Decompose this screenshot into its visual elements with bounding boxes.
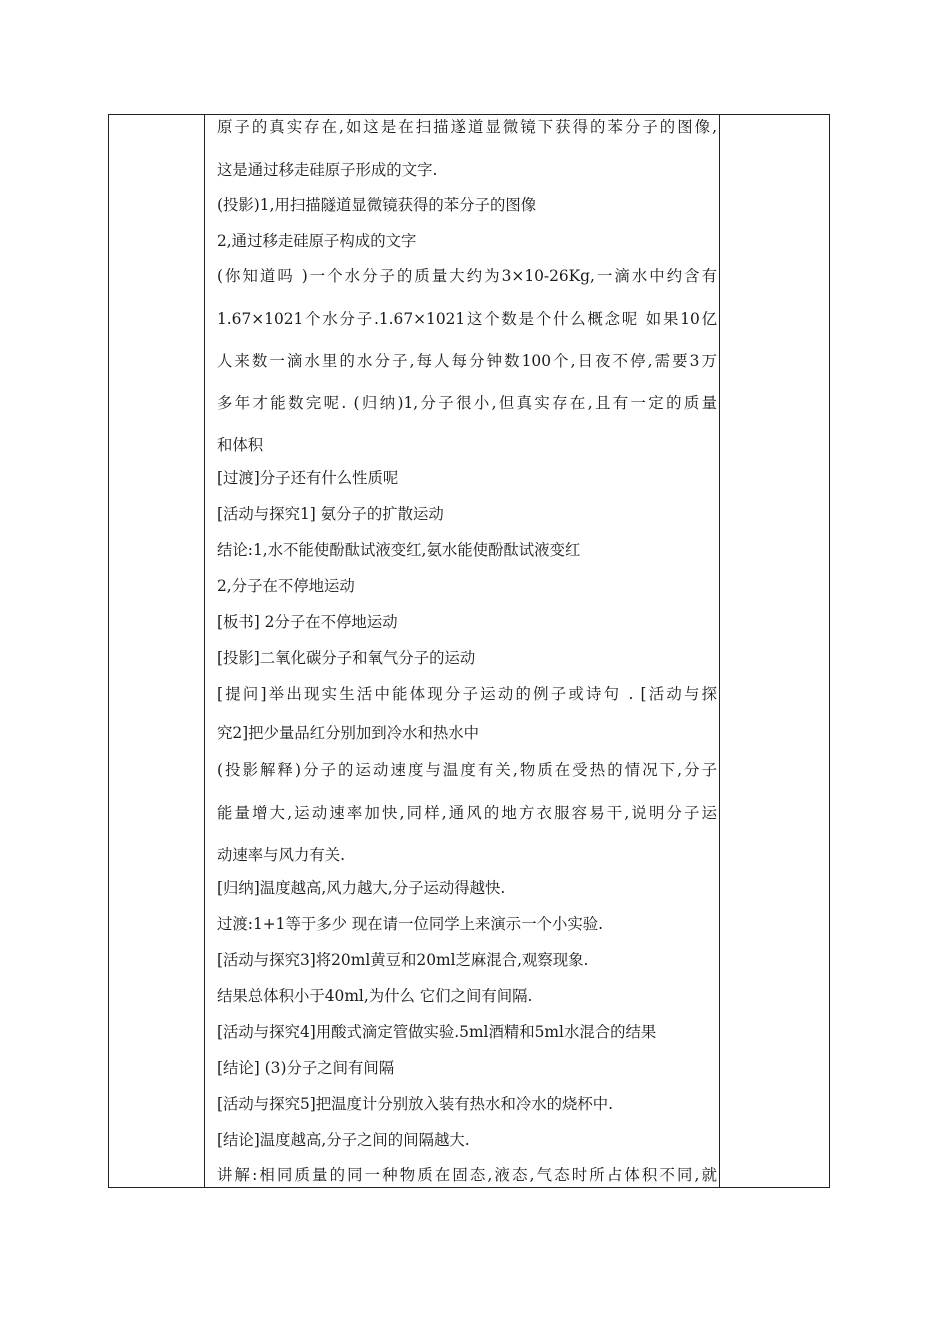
text-line: [结论]温度越高,分子之间的间隔越大. (217, 1131, 470, 1149)
text-line: (投影)1,用扫描隧道显微镜获得的苯分子的图像 (217, 196, 537, 214)
text-line: 这是通过移走硅原子形成的文字. (217, 161, 438, 179)
text-line: [投影]二氧化碳分子和氧气分子的运动 (217, 649, 476, 667)
text-line: 动速率与风力有关. (217, 846, 346, 864)
text-line: [活动与探究3]将20ml黄豆和20ml芝麻混合,观察现象. (217, 951, 589, 969)
table-column-divider-right (719, 115, 720, 1187)
text-line: [活动与探究4]用酸式滴定管做实验.5ml酒精和5ml水混合的结果 (217, 1023, 657, 1041)
text-line: 人来数一滴水里的水分子,每人每分钟数100个,日夜不停,需要3万 (217, 352, 717, 370)
text-line: 多年才能数完呢. (归纳)1,分子很小,但真实存在,且有一定的质量 (217, 394, 717, 412)
text-line: 究2]把少量品红分别加到冷水和热水中 (217, 724, 480, 742)
table-column-divider-left (204, 115, 205, 1187)
text-line: 原子的真实存在,如这是在扫描遂道显微镜下获得的苯分子的图像, (217, 118, 717, 136)
text-line: (你知道吗 )一个水分子的质量大约为3×10-26Kg,一滴水中约含有 (217, 267, 717, 285)
text-line: [提问]举出现实生活中能体现分子运动的例子或诗句 . [活动与探 (217, 685, 717, 703)
text-line: [归纳]温度越高,风力越大,分子运动得越快. (217, 879, 506, 897)
text-line: (投影解释)分子的运动速度与温度有关,物质在受热的情况下,分子 (217, 761, 717, 779)
text-line: [活动与探究1] 氨分子的扩散运动 (217, 505, 444, 523)
text-line: 1.67×1021个水分子.1.67×1021这个数是个什么概念呢 如果10亿 (217, 310, 717, 328)
text-line: 结果总体积小于40ml,为什么 它们之间有间隔. (217, 987, 533, 1005)
text-line: 2,分子在不停地运动 (217, 577, 355, 595)
text-line: [结论] (3)分子之间有间隔 (217, 1059, 395, 1077)
text-line: [板书] 2分子在不停地运动 (217, 613, 398, 631)
text-line: [活动与探究5]把温度计分别放入装有热水和冷水的烧杯中. (217, 1095, 614, 1113)
text-line: 能量增大,运动速率加快,同样,通风的地方衣服容易干,说明分子运 (217, 804, 717, 822)
text-line: 2,通过移走硅原子构成的文字 (217, 232, 417, 250)
text-line: 过渡:1+1等于多少 现在请一位同学上来演示一个小实验. (217, 915, 604, 933)
lesson-table (108, 114, 830, 1188)
text-line: 结论:1,水不能使酚酞试液变红,氨水能使酚酞试液变红 (217, 541, 581, 559)
text-line: 讲解:相同质量的同一种物质在固态,液态,气态时所占体积不同,就 (217, 1166, 717, 1184)
text-line: 和体积 (217, 436, 264, 454)
text-line: [过渡]分子还有什么性质呢 (217, 469, 399, 487)
